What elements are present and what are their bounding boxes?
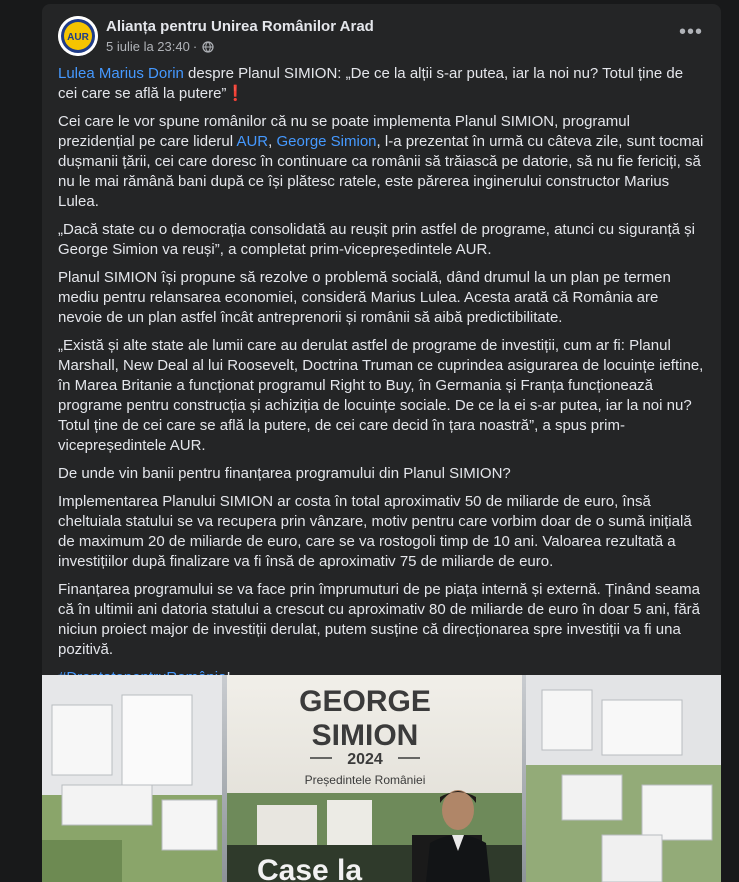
banner-bottom-text: Case la [257, 854, 363, 882]
post-paragraph-6: De unde vin banii pentru finanțarea programului din Planul SIMION? [58, 465, 511, 482]
banner-subtitle: Președintele României [304, 773, 426, 787]
aur-logo-icon [58, 16, 98, 56]
post-meta [106, 39, 214, 56]
aur-link[interactable]: AUR [236, 133, 269, 150]
meta-separator: · [192, 39, 198, 54]
p2-text-2: , [268, 133, 277, 150]
banner-line-george: GEORGE [299, 685, 431, 718]
page-name-link[interactable]: Alianța pentru Unirea Românilor Arad [106, 18, 374, 35]
post-paragraph-3: „Dacă state cu o democrația consolidată au reușit prin astfel de programe, atunci cu siguranță și George Simion va reuși”, a completat prim-vicepreședintele AUR. [58, 221, 696, 258]
banner-line-simion: SIMION [311, 719, 419, 752]
facebook-post [42, 4, 721, 882]
avatar-logo-text: AUR [67, 32, 89, 43]
left-building-render [42, 675, 222, 882]
post-timestamp[interactable]: 5 iulie la 23:40 [106, 39, 190, 54]
post-header [58, 16, 705, 56]
intro-text: despre Planul SIMION: „De ce la alții s-ar putea, iar la noi nu? Totul ține de cei care se află la putere” [58, 65, 684, 102]
right-building-render [526, 675, 721, 882]
author-link[interactable]: Lulea Marius Dorin [58, 65, 184, 82]
post-paragraph-8: Finanțarea programului se va face prin împrumuturi de pe piața internă și externă. Ținând seama că în ultimii ani datoria statului a crescut cu aproximativ 80 de miliarde de euro în doar 5 ani, fără niciun proiect major de investiții derulat, putem susține că direcționarea spre investiții va fi una pozitivă. [58, 581, 701, 658]
p2-text-3: , l-a prezentat în urmă cu câteva zile, sunt tocmai dușmanii țării, cei care doresc în continuare ca românii să trăiască pe datorie, să nu fie fericiți, să nu le mai rămână bani după ce își plătesc ratele, este părerea inginerului constructor Marius Lulea. [58, 133, 704, 210]
banner-year: 2024 [347, 751, 383, 768]
more-options-button[interactable]: ••• [678, 21, 703, 43]
campaign-photo [42, 675, 721, 882]
post-paragraph-2 [58, 112, 705, 212]
post-paragraph-intro [58, 64, 705, 104]
george-simion-link[interactable]: George Simion [276, 133, 377, 150]
post-paragraph-5: „Există și alte state ale lumii care au derulat astfel de programe de investiții, cum ar fi: Planul Marshall, New Deal al lui Roosevelt, Doctrina Truman ce cuprindea asigurarea de locuințe ieftine, în Marea Britanie a funcționat programul Right to Buy, în Germania și Franța funcționează programe pentru construcția și achiziția de locuințe sociale. De ce la ei s-ar putea, iar la noi nu? Totul ține de cei care se află la putere, de cei care decid în țara noastră”, a spus prim-vicepreședintele AUR. [58, 337, 704, 454]
post-paragraph-4: Planul SIMION își propune să rezolve o problemă socială, dând drumul la un plan pe termen mediu pentru relansarea economiei, consideră Marius Lulea. Acesta arată că România are nevoie de un plan astfel încât antreprenorii și românii să aibă predictibilitate. [58, 269, 671, 326]
post-photo[interactable] [42, 675, 721, 882]
post-paragraph-7: Implementarea Planului SIMION ar costa în total aproximativ 50 de miliarde de euro, însă cheltuiala statului se va recupera prin vânzare, motiv pentru care vorbim doar de o sumă inițială de maximum 20 de miliarde de euro, care se va rostogoli timp de 10 ani. Valoarea rezultată a investițiilor după finalizare va fi însă de aproximativ 75 de miliarde de euro. [58, 493, 692, 570]
page-avatar[interactable] [58, 16, 98, 56]
exclamation-icon: ❗ [226, 85, 246, 102]
globe-icon[interactable] [202, 41, 214, 56]
p2-text-1: Cei care le vor spune românilor că nu se poate implementa Planul SIMION, programul prezidențial pe care liderul [58, 113, 630, 150]
post-text [58, 64, 705, 696]
